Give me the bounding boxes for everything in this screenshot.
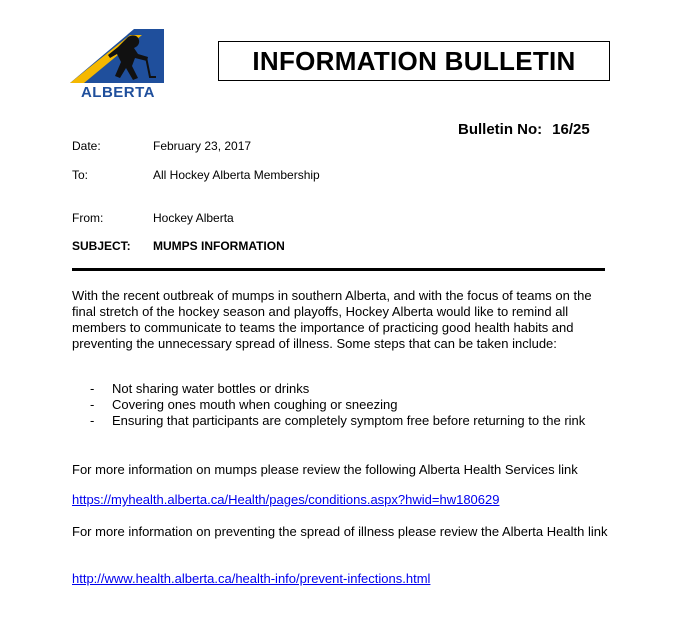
list-item xyxy=(72,381,602,397)
bullet-dash: - xyxy=(90,381,95,396)
intro-paragraph: With the recent outbreak of mumps in southern Alberta, and with the focus of teams on the final stretch of the hockey season and playoffs, Hockey Alberta would like to remind all members to communicate to teams the importance of practicing good health habits and preventing the unnecessary spread of illness. Some steps that can be taken include: xyxy=(72,288,592,351)
list-item xyxy=(72,413,602,429)
illness-info-paragraph: For more information on preventing the spread of illness please review the Alberta Health link xyxy=(72,524,608,539)
step-text: Not sharing water bottles or drinks xyxy=(112,381,310,396)
mumps-info-link[interactable]: https://myhealth.alberta.ca/Health/pages/conditions.aspx?hwid=hw180629 xyxy=(72,492,500,507)
step-text: Ensuring that participants are completely symptom free before returning to the rink xyxy=(112,413,586,428)
logo-text: ALBERTA xyxy=(80,84,156,101)
bulletin-number: 16/25 xyxy=(552,121,590,138)
bulletin-label: Bulletin No: xyxy=(458,121,543,138)
mumps-info-paragraph: For more information on mumps please review the following Alberta Health Services link xyxy=(72,462,578,477)
divider xyxy=(72,268,605,271)
date-label: Date: xyxy=(72,139,101,153)
bullet-dash: - xyxy=(90,413,95,428)
bullet-dash: - xyxy=(90,397,95,412)
list-item xyxy=(72,397,602,413)
step-text: Covering ones mouth when coughing or sneezing xyxy=(112,397,398,412)
prevent-infections-link[interactable]: http://www.health.alberta.ca/health-info/prevent-infections.html xyxy=(72,571,431,586)
date-value: February 23, 2017 xyxy=(153,139,252,153)
subject-value: MUMPS INFORMATION xyxy=(153,239,285,253)
bulletin-number-line xyxy=(458,121,590,138)
steps-list xyxy=(72,381,602,429)
hockey-alberta-logo xyxy=(70,27,166,103)
to-label: To: xyxy=(72,168,89,182)
from-label: From: xyxy=(72,211,104,225)
hockey-player-icon xyxy=(70,27,166,87)
from-value: Hockey Alberta xyxy=(153,211,234,225)
to-value: All Hockey Alberta Membership xyxy=(153,168,320,182)
subject-label: SUBJECT: xyxy=(72,239,131,253)
bulletin-title: INFORMATION BULLETIN xyxy=(218,41,610,81)
